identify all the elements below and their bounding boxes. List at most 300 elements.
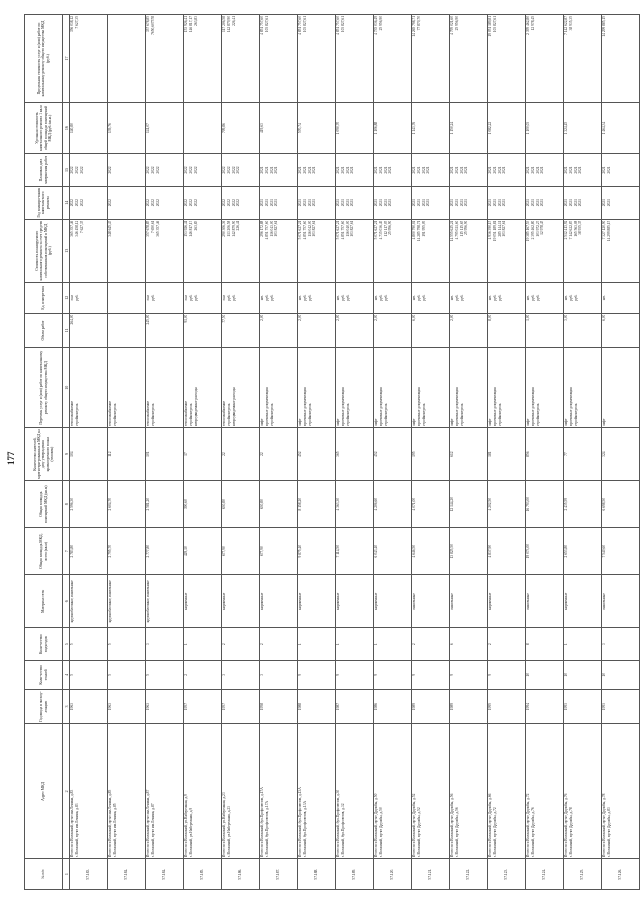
cell-line: 2021: [492, 166, 497, 174]
year-cell: 1986: [374, 689, 412, 724]
cell-line: 2021: [274, 199, 279, 207]
cell-line: 4 851 757,60: [340, 220, 345, 240]
header-row: [25, 15, 63, 890]
cell-line: стройконтроль: [188, 403, 193, 427]
year-cell: 1993: [602, 689, 640, 724]
cell-line: Итого по г.Волжский, бул.Профсоюзов, д.30: [336, 789, 340, 858]
cell-line: руб.: [573, 294, 578, 301]
cell-line: Итого по г.Волжский, пр-кт им.Ленина, д.83: [70, 789, 74, 858]
cell-line: 142 879,90: [231, 220, 236, 237]
table-row: [184, 15, 222, 890]
cost-cell: [184, 219, 222, 282]
cell-line: лифт: [488, 418, 492, 427]
cell-line: 2022: [188, 166, 193, 174]
cell-line: руб.: [193, 294, 198, 301]
address-cell: [298, 724, 336, 859]
cell-line: проектные документация: [492, 387, 497, 427]
cell-line: стройконтроль: [307, 403, 312, 427]
cell-line: 5 071 627,21: [336, 220, 340, 240]
cell-line: 2 512 413,92: [564, 220, 568, 240]
cell-line: г. Волжский, бул.Профсоюзов, д.13А: [302, 800, 307, 858]
specific-cost-cell: [526, 103, 564, 154]
cell-line: 2022: [236, 166, 241, 174]
cell-line: 117 206,58: [222, 16, 226, 33]
cell-line: 7 142 622,87: [568, 220, 573, 240]
cell-line: 7 142 622,87: [564, 16, 568, 35]
row-number: 57.184.: [108, 859, 146, 890]
address-cell: [260, 724, 298, 859]
unit-cell: [70, 282, 108, 313]
cell-line: 5 071 627,21: [298, 220, 302, 240]
cell-line: 2,00: [450, 314, 454, 321]
cell-line: лифт: [298, 418, 302, 427]
cell-line: проектные документация: [302, 387, 307, 427]
cell-line: 2021: [312, 166, 317, 174]
cell-line: 2021: [274, 166, 279, 174]
row-number: 57.120.: [374, 859, 412, 890]
cell-line: 4 936 390,15: [488, 220, 492, 240]
premises-area-cell: 12 144,20: [450, 481, 488, 528]
cell-line: Итого по г.Волжский, пр-кт им.Ленина, д.87: [146, 789, 150, 858]
cell-line: 2022: [193, 166, 198, 174]
works-cell: [526, 348, 564, 428]
cell-line: 140,80: [70, 123, 74, 134]
cell-line: 2021: [540, 166, 545, 174]
completion-year-cell: [564, 154, 602, 187]
cell-line: теплоснабжение: [184, 400, 188, 427]
cell-line: руб.: [530, 294, 535, 301]
floors-cell: 5: [146, 661, 184, 690]
year-cell: 1993: [564, 689, 602, 724]
row-number: 57.122.: [450, 859, 488, 890]
entrances-cell: 5: [108, 628, 146, 661]
specific-cost-cell: [108, 103, 146, 154]
cell-line: 2021: [340, 166, 345, 174]
cell-line: 2022: [184, 166, 188, 174]
cell-line: Итого по г.Волжский, бул.Профсоюзов, д.13А: [298, 787, 302, 858]
plan-year-cell: [564, 186, 602, 219]
col-header: Перечень услуг и (или) работ по капитальному ремонту общего имущества МКД: [25, 348, 63, 428]
limit-cost-cell: [298, 15, 336, 103]
wall-material-cell: панельные: [412, 575, 450, 628]
cell-line: 2,00: [336, 314, 340, 321]
cell-line: шт.: [374, 295, 378, 301]
cell-line: 2021: [264, 199, 269, 207]
cell-line: 25 956,90: [378, 16, 383, 31]
cell-line: 3,00: [564, 314, 568, 321]
address-cell: [564, 724, 602, 859]
cell-line: 25 956,90: [388, 220, 393, 235]
cost-cell: [146, 219, 184, 282]
cell-line: проектные документация: [340, 387, 345, 427]
cell-line: 226,41: [236, 220, 241, 231]
floors-cell: 10: [526, 661, 564, 690]
cell-line: п.м: [184, 295, 188, 301]
address-cell: [184, 724, 222, 859]
total-area-cell: 677,90: [260, 528, 298, 575]
wall-material-cell: панельные: [450, 575, 488, 628]
cell-line: 2021: [383, 166, 388, 174]
cell-line: 2021: [568, 199, 573, 207]
cell-line: руб.: [497, 294, 502, 301]
plan-year-cell: [374, 186, 412, 219]
cell-line: г. Волжский, бул.Профсоюзов, д.17А: [264, 800, 269, 858]
cell-line: 19 051 189,81: [492, 220, 497, 242]
row-number: 57.124.: [526, 859, 564, 890]
cell-line: 7 650,61: [150, 220, 155, 234]
cell-line: 2021: [530, 166, 535, 174]
cell-line: шт.: [526, 295, 530, 301]
cell-line: непредвиденные расходы: [193, 387, 198, 427]
year-cell: 1957: [222, 689, 260, 724]
cell-line: 7 627,35: [79, 220, 84, 234]
cell-line: 2022: [222, 166, 226, 174]
cell-line: 2021: [450, 166, 454, 174]
register-rows: [70, 15, 640, 890]
unit-cell: [298, 282, 336, 313]
table-row: [602, 15, 640, 890]
cell-line: 365 357,46: [155, 220, 160, 237]
address-cell: [526, 724, 564, 859]
cell-line: 357 678,85: [146, 16, 150, 33]
cell-line: 1 143,76: [412, 121, 416, 135]
specific-cost-cell: [602, 103, 640, 154]
cell-line: 1 100,03: [526, 121, 530, 135]
cost-cell: [70, 219, 108, 282]
cell-line: 2022: [70, 199, 74, 207]
floors-cell: 10: [564, 661, 602, 690]
cell-line: стройконтроль: [383, 403, 388, 427]
cell-line: 2021: [502, 199, 507, 207]
cell-line: 1,00: [526, 314, 530, 321]
cell-line: 290 306,36: [222, 220, 226, 237]
cell-line: теплоснабжение: [70, 400, 74, 427]
cell-line: 2021: [269, 199, 274, 207]
cell-line: 2021: [564, 166, 568, 174]
specific-cost-cell: [298, 103, 336, 154]
premises-area-cell: 16 793,00: [526, 481, 564, 528]
cell-line: 8,00: [488, 314, 492, 321]
year-cell: 1989: [412, 689, 450, 724]
cell-line: проектные документация: [454, 387, 459, 427]
table-row: [298, 15, 336, 890]
cell-line: руб.: [416, 294, 421, 301]
cell-line: 2022: [155, 199, 160, 207]
year-cell: 1994: [526, 689, 564, 724]
cell-line: 2021: [578, 199, 583, 207]
cell-line: 2022: [150, 166, 155, 174]
residents-cell: 77: [564, 428, 602, 481]
cell-line: 25 956,90: [454, 16, 459, 31]
page-number: 177: [6, 451, 16, 465]
cell-line: 2021: [388, 199, 393, 207]
cell-line: 2021: [383, 199, 388, 207]
plan-year-cell: [70, 186, 108, 219]
cell-line: лифт: [374, 418, 378, 427]
address-cell: [108, 724, 146, 859]
works-cell: [564, 348, 602, 428]
cell-line: 365 357,46: [70, 220, 74, 237]
cell-line: 2022: [79, 199, 84, 207]
col-number: 2: [63, 724, 70, 859]
cell-line: 113 206,58: [226, 220, 231, 237]
col-number: 1: [63, 859, 70, 890]
cell-line: 38 935,35: [578, 220, 583, 235]
premises-area-cell: 6 698,50: [602, 481, 640, 528]
cell-line: стройконтроль: [421, 403, 426, 427]
col-number: 11: [63, 313, 70, 348]
cell-line: лифт: [412, 418, 416, 427]
cell-line: 116 043,00: [269, 220, 274, 237]
wall-material-cell: кирпичные: [564, 575, 602, 628]
premises-area-cell: 4 202,50: [488, 481, 526, 528]
cell-line: 116 042,00: [307, 220, 312, 237]
col-header: Общая площадь МКД, всего (кв.м): [25, 528, 63, 575]
cell-line: 2021: [526, 199, 530, 207]
cell-line: 2022: [184, 199, 188, 207]
cell-line: 2022: [146, 199, 150, 207]
limit-cost-cell: [70, 15, 108, 103]
cell-line: 2021: [345, 199, 350, 207]
cell-line: 1 090,70: [336, 121, 340, 135]
cell-line: 142 879,90: [226, 16, 231, 33]
wall-material-cell: кирпичные: [260, 575, 298, 628]
cell-line: 2021: [426, 199, 431, 207]
total-area-cell: 13 825,50: [450, 528, 488, 575]
completion-year-cell: [412, 154, 450, 187]
cell-line: руб.: [269, 294, 274, 301]
completion-year-cell: [450, 154, 488, 187]
residents-cell: 101: [146, 428, 184, 481]
table-row: [336, 15, 374, 890]
total-area-cell: 9 875,40: [298, 528, 336, 575]
cost-cell: [412, 219, 450, 282]
wall-material-cell: кирпичные: [374, 575, 412, 628]
cell-line: 2021: [464, 199, 469, 207]
specific-cost-cell: [336, 103, 374, 154]
wall-material-cell: панельные: [602, 575, 640, 628]
completion-year-cell: [298, 154, 336, 187]
floors-cell: 10: [602, 661, 640, 690]
cell-line: 2021: [416, 166, 421, 174]
table-row: [222, 15, 260, 890]
cost-cell: [222, 219, 260, 282]
plan-year-cell: [298, 186, 336, 219]
cell-line: г. Волжский, пр-кт Дружбы, д.78: [568, 807, 573, 858]
volume-cell: [564, 313, 602, 348]
limit-cost-cell: [564, 15, 602, 103]
wall-material-cell: крупноблочные, панельные: [146, 575, 184, 628]
cell-line: 2021: [307, 166, 312, 174]
cell-line: проектные документация: [568, 387, 573, 427]
premises-area-cell: 4 071,00: [412, 481, 450, 528]
cell-line: 2021: [526, 166, 530, 174]
total-area-cell: 4 646,50: [412, 528, 450, 575]
premises-area-cell: 2 435,59: [564, 481, 602, 528]
address-cell: [450, 724, 488, 859]
entrances-cell: 8: [526, 628, 564, 661]
cost-cell: [488, 219, 526, 282]
plan-year-cell: [146, 186, 184, 219]
floors-cell: 9: [488, 661, 526, 690]
cell-line: руб.: [302, 294, 307, 301]
cell-line: 2021: [412, 199, 416, 207]
works-cell: [70, 348, 108, 428]
cell-line: 2022: [74, 199, 79, 207]
cell-line: 146 817,17: [188, 220, 193, 237]
entrances-cell: 2: [412, 628, 450, 661]
cell-line: Итого по г.Волжский, пр-кт Дружбы, д.50: [374, 793, 378, 858]
cell-line: 4 851 757,60: [260, 16, 264, 35]
volume-cell: [146, 313, 184, 348]
limit-cost-cell: [260, 15, 298, 103]
year-cell: 1988: [298, 689, 336, 724]
cell-line: 103 827,61: [312, 220, 317, 237]
cell-line: 2021: [312, 199, 317, 207]
specific-cost-cell: [564, 103, 602, 154]
residents-cell: 324: [602, 428, 640, 481]
cell-line: г. Волжский, пр-кт Дружбы, д.72: [492, 807, 497, 858]
col-number: 13: [63, 219, 70, 282]
works-cell: [374, 348, 412, 428]
cell-line: стройконтроль: [573, 403, 578, 427]
col-header: Предельная стоимость услуг и (или) работ по капитальному ремонту общего имущества МКД (руб.): [25, 15, 63, 103]
total-area-cell: 677,90: [222, 528, 260, 575]
col-number: 16: [63, 103, 70, 154]
col-header: Ед. измере-ния: [25, 282, 63, 313]
cell-line: 2021: [535, 166, 540, 174]
cell-line: стройконтроль: [74, 403, 79, 427]
cell-line: 2021: [350, 166, 355, 174]
unit-cell: [450, 282, 488, 313]
wall-material-cell: кирпичные: [336, 575, 374, 628]
volume-cell: [488, 313, 526, 348]
cell-line: п.м: [146, 295, 150, 301]
cell-line: стройконтроль: [112, 403, 117, 427]
premises-area-cell: 390,60: [184, 481, 222, 528]
cell-line: 2022: [226, 166, 231, 174]
table-row: [146, 15, 184, 890]
row-number: 57.184.: [146, 859, 184, 890]
cell-line: стройконтроль: [269, 403, 274, 427]
entrances-cell: 6: [450, 628, 488, 661]
cell-line: теплоснабжение: [108, 400, 112, 427]
cell-line: 1 106,88: [374, 121, 378, 135]
col-number: 17: [63, 15, 70, 103]
volume-cell: [336, 313, 374, 348]
row-number: 57.187.: [260, 859, 298, 890]
limit-cost-cell: [526, 15, 564, 103]
cell-line: 2021: [336, 166, 340, 174]
cell-line: 14 265 798,71: [412, 16, 416, 37]
cell-line: 2022: [74, 166, 79, 174]
unit-cell: [146, 282, 184, 313]
completion-year-cell: [222, 154, 260, 187]
cell-line: 2021: [302, 199, 307, 207]
cell-line: 296 172,88: [260, 220, 264, 237]
floors-cell: 9: [298, 661, 336, 690]
col-number: 6: [63, 575, 70, 628]
cell-line: 2021: [378, 166, 383, 174]
entrances-cell: 1: [564, 628, 602, 661]
unit-cell: [336, 282, 374, 313]
cell-line: лифт: [336, 418, 340, 427]
cell-line: 2021: [298, 166, 302, 174]
cell-line: 2022: [79, 166, 84, 174]
cell-line: лифт: [602, 418, 606, 427]
cell-line: г. Волжский, ул.Набережная, д.9: [188, 807, 193, 858]
cell-line: 103 827,61: [274, 220, 279, 237]
cell-line: стройконтроль: [226, 403, 231, 427]
cell-line: 2021: [298, 199, 302, 207]
cell-line: 12 978,45: [530, 16, 535, 31]
cell-line: г. Волжский, пр-кт им.Ленина, д.85: [112, 803, 117, 858]
cell-line: 14 555 625,24: [450, 220, 454, 242]
cell-line: 103 827,61: [302, 16, 307, 33]
cell-line: 103 827,61: [492, 16, 497, 33]
col-number: 12: [63, 282, 70, 313]
limit-cost-cell: [184, 15, 222, 103]
year-cell: 1963: [146, 689, 184, 724]
plan-year-cell: [488, 186, 526, 219]
cell-line: руб.: [307, 294, 312, 301]
cell-line: 2021: [260, 166, 264, 174]
cell-line: Итого по г.Волжский, пр-кт Дружбы, д.78: [602, 793, 606, 858]
cell-line: 103 827,61: [340, 16, 345, 33]
works-cell: [298, 348, 336, 428]
premises-area-cell: 4 206,60: [374, 481, 412, 528]
row-number: 57.185.: [184, 859, 222, 890]
cell-line: 2022: [222, 199, 226, 207]
cell-line: 264,00: [70, 314, 74, 325]
cell-line: 2021: [412, 166, 416, 174]
total-area-cell: 2 783,80: [70, 528, 108, 575]
cell-line: 2022: [193, 199, 198, 207]
cell-line: стройконтроль: [345, 403, 350, 427]
cell-line: шт.: [412, 295, 416, 301]
entrances-cell: 1: [336, 628, 374, 661]
cell-line: 2021: [264, 166, 269, 174]
completion-year-cell: [70, 154, 108, 187]
entrances-cell: 2: [222, 628, 260, 661]
cell-line: 2022: [108, 199, 112, 207]
wall-material-cell: кирпичные: [184, 575, 222, 628]
cell-line: руб.: [378, 294, 383, 301]
cell-line: 2021: [464, 166, 469, 174]
cell-line: 346 458,12: [74, 220, 79, 237]
volume-cell: [222, 313, 260, 348]
residents-cell: 856: [526, 428, 564, 481]
cell-line: г. Волжский, пр-кт Дружбы, д.50: [378, 807, 383, 858]
address-cell: [336, 724, 374, 859]
cell-line: 112 117,05: [383, 220, 388, 237]
cell-line: 2021: [426, 166, 431, 174]
cell-line: 6,00: [602, 314, 606, 321]
cell-line: проектные документация: [378, 387, 383, 427]
cost-cell: [260, 219, 298, 282]
completion-year-cell: [526, 154, 564, 187]
address-cell: [602, 724, 640, 859]
address-cell: [488, 724, 526, 859]
col-header: Объем работ: [25, 313, 63, 348]
unit-cell: [108, 282, 146, 313]
works-cell: [450, 348, 488, 428]
cell-line: 2021: [260, 199, 264, 207]
cell-line: 12 978,45: [540, 220, 545, 235]
cell-line: шт.: [450, 295, 454, 301]
cell-line: Итого по г.Волжский, пр-кт Дружбы, д.66: [488, 793, 492, 858]
cell-line: 2,00: [260, 314, 264, 321]
